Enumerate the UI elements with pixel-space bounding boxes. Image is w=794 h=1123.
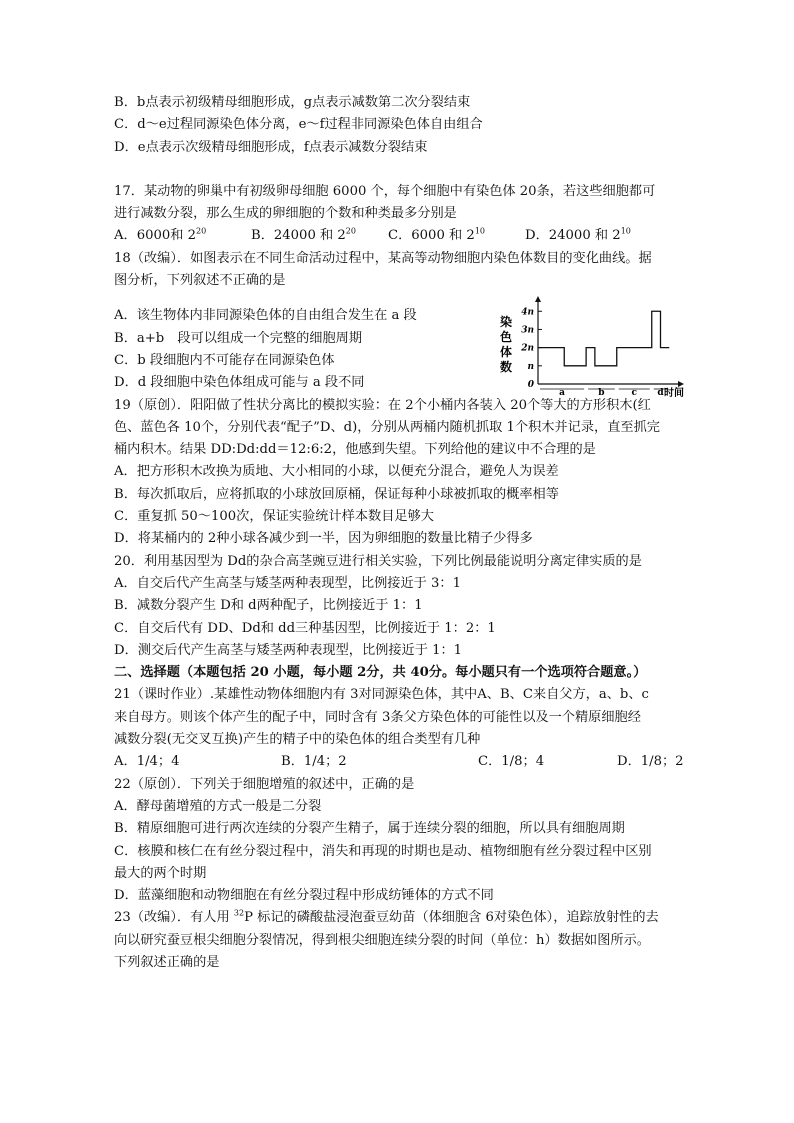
q19-option-b: B．每次抓取后，应将抓取的小球放回原桶，保证每种小球被抓取的概率相等 — [114, 486, 559, 502]
chart-svg — [492, 296, 692, 402]
q17-option-c: C．6000 和 $2^{10}$ — [388, 227, 485, 244]
q16-option-c: C．d～e过程同源染色体分离，e～f过程非同源染色体自由组合 — [114, 117, 483, 133]
q21-option-d: D．1/8；2 — [617, 754, 684, 770]
q17-option-d: D．24000 和 $2^{10}$ — [525, 227, 631, 244]
q23-stem-2: 向以研究蚕豆根尖细胞分裂情况，得到根尖细胞连续分裂的时间（单位：h）数据如图所示。 — [114, 932, 650, 948]
chromosome-series-line — [538, 311, 669, 366]
y-tick-label: 4n — [521, 307, 534, 318]
q19-option-d: D．将某桶内的 2种小球各减少到一半，因为卵细胞的数量比精子少得多 — [114, 531, 533, 547]
q16-option-d: D．e点表示次级精母细胞形成，f点表示减数分裂结束 — [114, 139, 428, 155]
y-axis-label-char: 色 — [500, 330, 513, 344]
q19-stem-1: 19（原创）．阳阳做了性状分离比的模拟实验：在 2个小桶内各装入 20个等大的方形积木(红 — [114, 397, 651, 413]
q20-option-d: D．测交后代产生高茎与矮茎两种表现型，比例接近于 1：1 — [114, 642, 463, 658]
q19-stem-3: 桶内积木。结果 DD:Dd:dd＝12:6:2，他感到失望。下列给他的建议中不合理的是 — [114, 442, 596, 458]
q18-option-c: C．b 段细胞内不可能存在同源染色体 — [114, 352, 335, 368]
q21-option-c: C．1/8；4 — [478, 754, 545, 770]
q20-option-c: C．自交后代有 DD、Dd和 dd三种基因型，比例接近于 1：2：1 — [114, 620, 496, 636]
q22-option-c-1: C．核膜和核仁在有丝分裂过程中，消失和再现的时期也是动、植物细胞有丝分裂过程中区别 — [114, 843, 652, 859]
q22-stem: 22（原创）．下列关于细胞增殖的叙述中，正确的是 — [114, 776, 415, 792]
q21-stem-3: 减数分裂(无交叉互换)产生的精子中的染色体的组合类型有几种 — [114, 732, 481, 748]
q21-option-b: B．1/4；2 — [281, 754, 347, 770]
q18-option-d: D．d 段细胞中染色体组成可能与 a 段不同 — [114, 375, 365, 391]
q22-option-b: B．精原细胞可进行两次连续的分裂产生精子，属于连续分裂的细胞，所以具有细胞周期 — [114, 821, 625, 837]
q22-option-d: D．蓝藻细胞和动物细胞在有丝分裂过程中形成纺锤体的方式不同 — [114, 888, 494, 904]
section-2-heading: 二、选择题（本题包括 20 小题，每小题 2分，共 40分。每小题只有一个选项符合题意。） — [114, 665, 647, 681]
q18-stem-2: 图分析，下列叙述不正确的是 — [114, 273, 286, 289]
y-tick-label: n — [527, 361, 534, 372]
q16-option-b: B．b点表示初级精母细胞形成，g点表示减数第二次分裂结束 — [114, 95, 471, 110]
q17-stem-2: 进行减数分裂，那么生成的卵细胞的个数和种类最多分别是 — [114, 206, 457, 222]
q19-option-c: C．重复抓 50～100次，保证实验统计样本数目足够大 — [114, 509, 434, 525]
segment-label: d — [657, 388, 664, 398]
q17-stem-1: 17．某动物的卵巢中有初级卵母细胞 6000 个，每个细胞中有染色体 20条，若这些细胞都可 — [114, 183, 656, 199]
q23-stem-1: 23（改编）．有人用 $^{32}$P 标记的磷酸盐浸泡蚕豆幼苗（体细胞含 6对染色体），追踪放射性的去 — [114, 909, 659, 926]
q21-options — [114, 751, 684, 773]
q17-options — [114, 225, 684, 247]
q19-option-a: A．把方形积木改换为质地、大小相同的小球，以便充分混合，避免人为误差 — [114, 464, 559, 480]
q23-stem-3: 下列叙述正确的是 — [114, 954, 220, 970]
x-axis-label: 时间 — [664, 388, 684, 399]
q21-stem-2: 来自母方。则该个体产生的配子中，同时含有 3条父方染色体的可能性以及一个精原细胞经 — [114, 709, 641, 725]
q20-stem: 20．利用基因型为 Dd的杂合高茎豌豆进行相关实验，下列比例最能说明分离定律实质的是 — [114, 553, 642, 569]
q20-option-b: B．减数分裂产生 D和 d两种配子，比例接近于 1：1 — [114, 598, 423, 614]
q21-stem-1: 21（课时作业）.某雄性动物体细胞内有 3对同源染色体，其中A、B、C来自父方，a、b、c — [114, 687, 649, 703]
segment-label: b — [598, 388, 605, 398]
chromosome-number-chart — [492, 296, 692, 402]
y-axis-arrow — [535, 296, 541, 302]
q17-option-a: A．6000和 $2^{20}$ — [114, 227, 207, 244]
q19-stem-2: 色、蓝色各 10个，分别代表“配子”D、d)，分别从两桶内随机抓取 1个积木并记录，直至抓完 — [114, 419, 660, 435]
q18-option-b: B．a+b 段可以组成一个完整的细胞周期 — [114, 330, 363, 346]
segment-label: a — [559, 388, 565, 398]
y-axis-label-char: 数 — [500, 360, 513, 374]
exam-page — [114, 92, 684, 974]
y-axis-label-char: 体 — [500, 345, 513, 359]
x-axis-arrow — [678, 381, 684, 387]
y-tick-label: 2n — [521, 343, 534, 354]
y-tick-label: 3n — [521, 325, 534, 336]
q18-option-a: A．该生物体内非同源染色体的自由组合发生在 a 段 — [114, 308, 417, 324]
q20-option-a: A．自交后代产生高茎与矮茎两种表现型，比例接近于 3：1 — [114, 575, 461, 591]
y-tick-label: 0 — [527, 380, 534, 390]
y-axis-label-char: 染 — [500, 315, 513, 329]
q22-option-c-2: 最大的两个时期 — [114, 865, 207, 881]
q17-option-b: B．24000 和 $2^{20}$ — [251, 227, 356, 244]
q18-stem-1: 18（改编）．如图表示在不同生命活动过程中，某高等动物细胞内染色体数目的变化曲线。据 — [114, 250, 652, 266]
segment-label: c — [631, 388, 637, 398]
q21-option-a: A．1/4；4 — [114, 754, 180, 770]
q22-option-a: A．酵母菌增殖的方式一般是二分裂 — [114, 798, 322, 814]
